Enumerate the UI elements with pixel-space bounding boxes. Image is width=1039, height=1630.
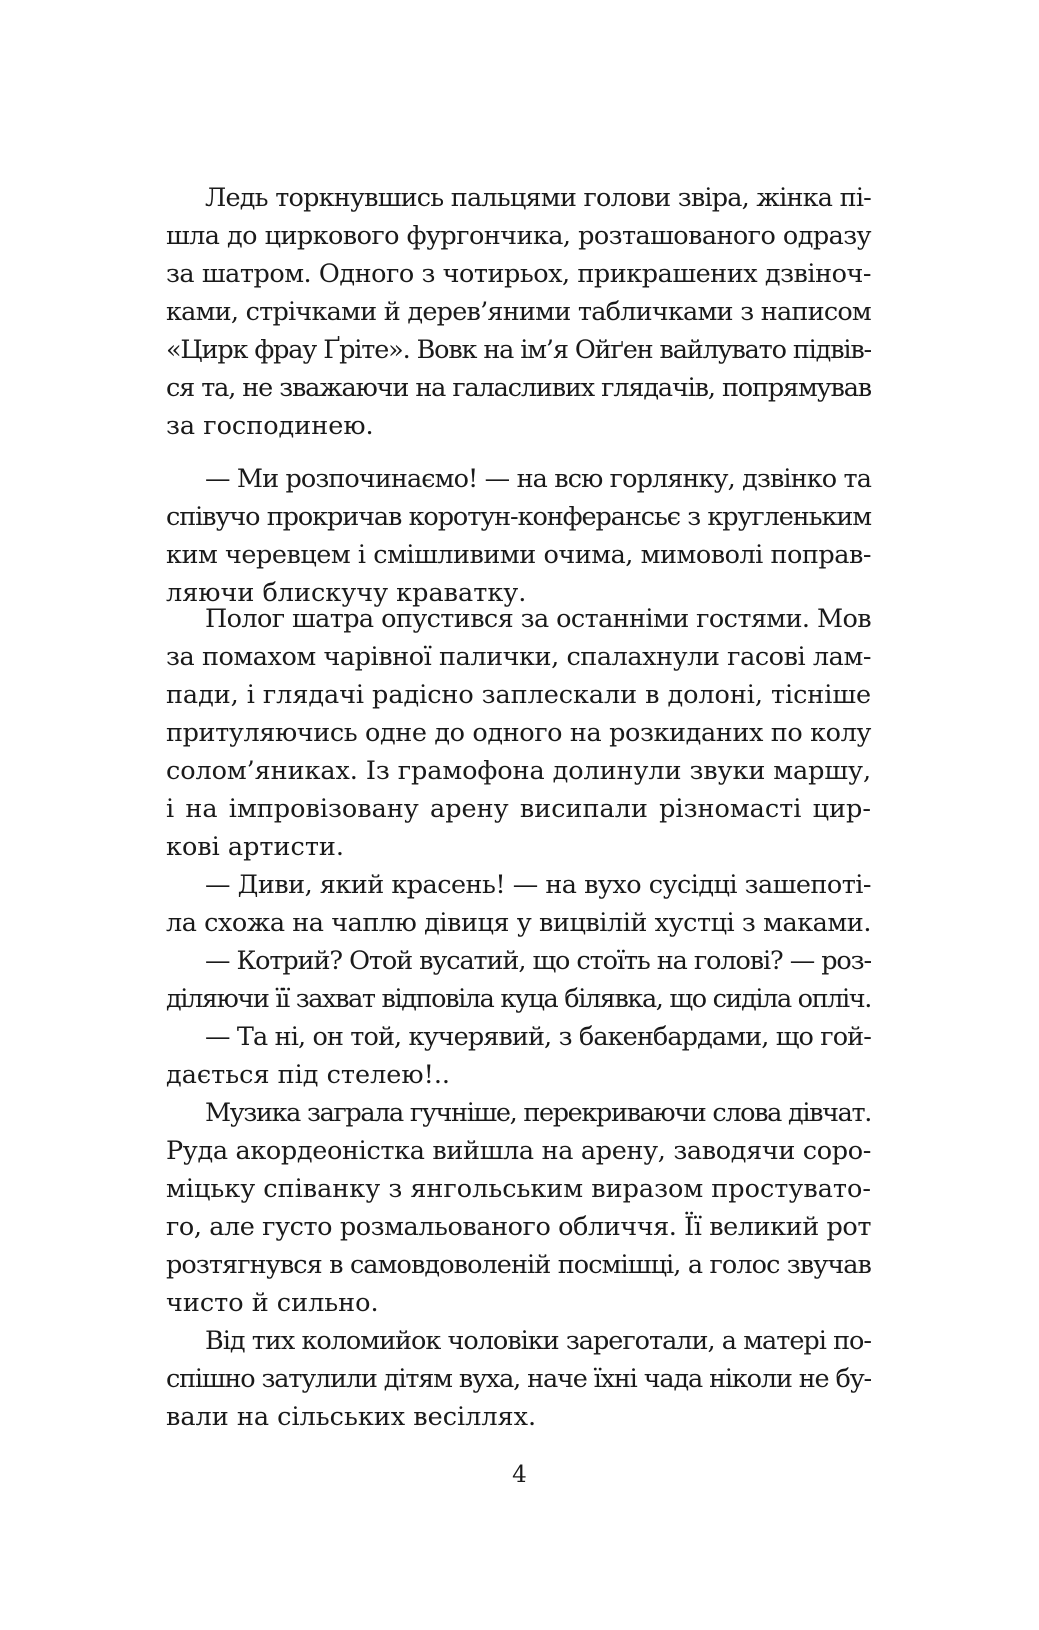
text-line: шла до циркового фургончика, розташованого одразу (166, 221, 871, 251)
text-line: ками, стрічками й дерев’яними табличками з написом (166, 297, 871, 327)
text-line: солом’яниках. Із грамофона долинули звуки маршу, (166, 756, 871, 786)
text-line: Від тих коломийок чоловіки зареготали, а матері по- (205, 1326, 871, 1356)
text-line: дається під стелею!.. (166, 1060, 451, 1090)
text-line: ла схожа на чаплю дівиця у вицвілій хустці з маками. (166, 908, 871, 938)
text-line: пади, і глядачі радісно заплескали в долоні, тісніше (166, 680, 871, 710)
text-line: ляючи блискучу краватку. (166, 578, 527, 608)
text-line: кові артисти. (166, 832, 345, 862)
page-number: 4 (512, 1462, 527, 1488)
text-line: міцьку співанку з янгольським виразом простувато- (166, 1174, 871, 1204)
text-line: Музика заграла гучніше, перекриваючи слова дівчат. (205, 1098, 871, 1128)
text-line: вали на сільських весіллях. (166, 1402, 537, 1432)
text-line: — Диви, який красень! — на вухо сусідці зашепоті- (205, 870, 871, 900)
text-line: го, але густо розмальованого обличчя. Її великий рот (166, 1212, 871, 1242)
text-line: за господинею. (166, 411, 374, 441)
text-line: — Котрий? Отой вусатий, що стоїть на голові? — роз- (205, 946, 871, 976)
text-line: Руда акордеоністка вийшла на арену, заводячи соро- (166, 1136, 871, 1166)
text-line: Ледь торкнувшись пальцями голови звіра, жінка пі- (205, 183, 871, 213)
text-line: чисто й сильно. (166, 1288, 379, 1318)
text-line: притуляючись одне до одного на розкиданих по колу (166, 718, 871, 748)
paragraph-1 (166, 179, 871, 445)
text-line: — Та ні, он той, кучерявий, з бакенбардами, що гой- (205, 1022, 871, 1052)
text-line: і на імпровізовану арену висипали різномасті цир- (166, 794, 871, 824)
text-line: спішно затулили дітям вуха, наче їхні чада ніколи не бу- (166, 1364, 871, 1394)
text-line: розтягнувся в самовдоволеній посмішці, а голос звучав (166, 1250, 871, 1280)
text-line: «Цирк фрау Ґріте». Вовк на ім’я Ойґен вайлувато підвів- (166, 335, 871, 365)
paragraph-2 (166, 460, 871, 612)
text-line: — Ми розпочинаємо! — на всю горлянку, дзвінко та (205, 464, 871, 494)
text-line: за шатром. Одного з чотирьох, прикрашених дзвіноч- (166, 259, 871, 289)
paragraph-3 (166, 600, 871, 1436)
text-line: за помахом чарівної палички, спалахнули гасові лам- (166, 642, 871, 672)
text-line: ся та, не зважаючи на галасливих глядачів, попрямував (166, 373, 871, 403)
text-line: ким черевцем і смішливими очима, мимоволі поправ- (166, 540, 871, 570)
text-line: співучо прокричав коротун-конферансьє з кругленьким (166, 502, 871, 532)
text-line: діляючи її захват відповіла куца білявка, що сиділа опліч. (166, 984, 871, 1014)
text-line: Полог шатра опустився за останніми гостями. Мов (205, 604, 871, 634)
